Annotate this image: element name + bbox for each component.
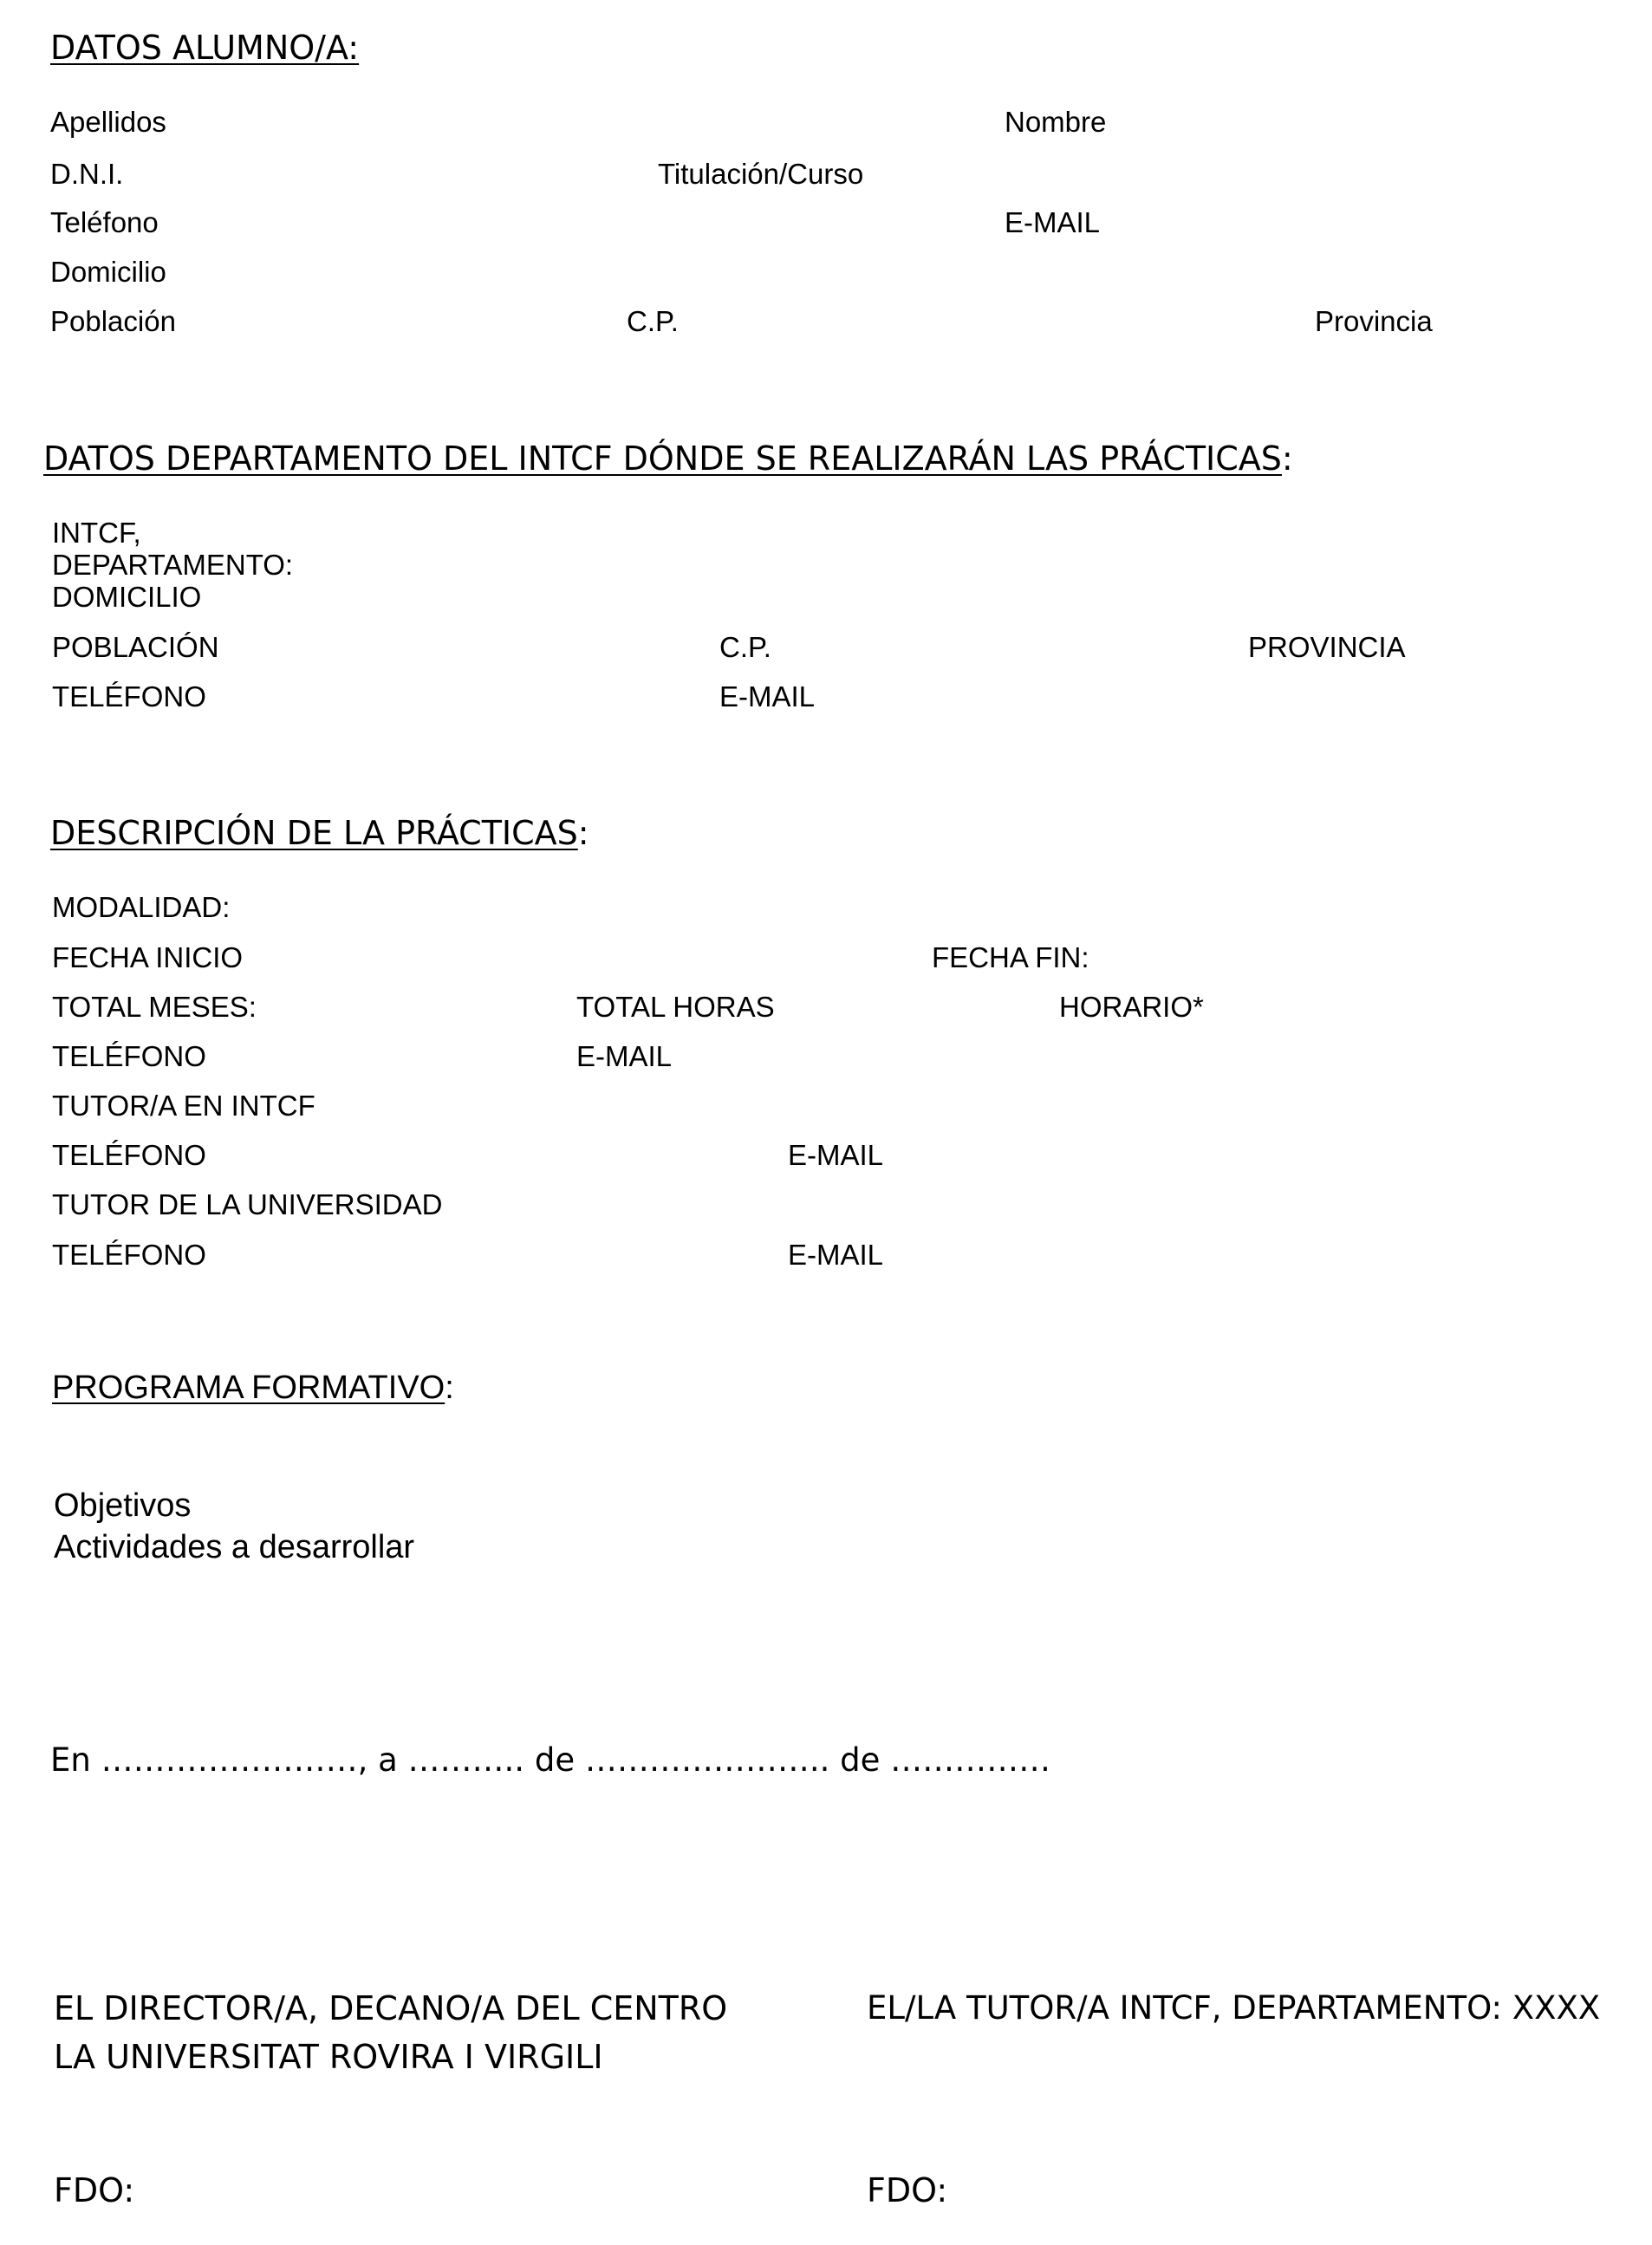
- label-dept-domicilio: DOMICILIO: [52, 581, 202, 613]
- label-dept-poblacion: POBLACIÓN: [52, 631, 219, 663]
- label-total-meses: TOTAL MESES:: [52, 991, 257, 1023]
- student-section-heading: DATOS ALUMNO/A:: [50, 29, 360, 67]
- program-heading-colon: :: [445, 1370, 454, 1406]
- signature-right-title: EL/LA TUTOR/A INTCF, DEPARTAMENTO: XXXX: [867, 1989, 1601, 2027]
- description-heading-text: DESCRIPCIÓN DE LA PRÁCTICAS: [50, 814, 578, 852]
- label-fecha-fin: FECHA FIN:: [932, 941, 1089, 973]
- label-desc-telefono-3: TELÉFONO: [52, 1239, 206, 1271]
- label-desc-email-2: E-MAIL: [788, 1139, 884, 1171]
- label-intcf: INTCF,: [52, 517, 141, 549]
- label-fecha-inicio: FECHA INICIO: [52, 941, 244, 973]
- label-domicilio: Domicilio: [50, 256, 166, 288]
- signature-left-fdo: FDO:: [54, 2171, 135, 2209]
- label-titulacion: Titulación/Curso: [658, 158, 864, 190]
- label-desc-email-1: E-MAIL: [576, 1040, 673, 1072]
- department-heading-colon: :: [1281, 439, 1293, 478]
- label-dni: D.N.I.: [50, 158, 124, 190]
- label-tutor-universidad: TUTOR DE LA UNIVERSIDAD: [52, 1188, 443, 1220]
- program-section-heading: [52, 1371, 454, 1404]
- place-date-line: En ……………………, a ……….. de ………………….. de ……………: [50, 1741, 1051, 1779]
- label-dept-provincia: PROVINCIA: [1248, 631, 1406, 663]
- label-nombre: Nombre: [1005, 106, 1107, 138]
- label-apellidos: Apellidos: [50, 106, 166, 138]
- label-email: E-MAIL: [1005, 206, 1101, 238]
- label-dept-telefono: TELÉFONO: [52, 680, 206, 713]
- label-cp: C.P.: [627, 305, 679, 337]
- label-poblacion: Población: [50, 305, 176, 337]
- signature-right-fdo: FDO:: [867, 2171, 948, 2209]
- label-telefono: Teléfono: [50, 206, 159, 238]
- label-desc-email-3: E-MAIL: [788, 1239, 884, 1271]
- label-total-horas: TOTAL HORAS: [576, 991, 775, 1023]
- label-provincia: Provincia: [1315, 305, 1433, 337]
- label-horario: HORARIO*: [1059, 991, 1204, 1023]
- department-section-heading: [43, 439, 1293, 478]
- label-departamento: DEPARTAMENTO:: [52, 549, 294, 581]
- label-desc-telefono-2: TELÉFONO: [52, 1139, 206, 1171]
- program-heading-text: PROGRAMA FORMATIVO: [52, 1370, 446, 1406]
- label-objetivos: Objetivos: [54, 1487, 192, 1524]
- department-heading-text: DATOS DEPARTAMENTO DEL INTCF DÓNDE SE REALIZARÁN LAS PRÁCTICAS: [43, 439, 1282, 478]
- label-tutor-intcf: TUTOR/A EN INTCF: [52, 1090, 315, 1122]
- description-heading-colon: :: [577, 814, 589, 852]
- label-modalidad: MODALIDAD:: [52, 891, 231, 923]
- label-desc-telefono-1: TELÉFONO: [52, 1040, 206, 1072]
- label-dept-email: E-MAIL: [719, 680, 816, 713]
- signature-left-title-line1: EL DIRECTOR/A, DECANO/A DEL CENTRO: [54, 1989, 728, 2027]
- description-section-heading: [50, 814, 589, 852]
- label-actividades: Actividades a desarrollar: [54, 1529, 415, 1565]
- label-dept-cp: C.P.: [719, 631, 771, 663]
- signature-left-title-line2: LA UNIVERSITAT ROVIRA I VIRGILI: [54, 2038, 603, 2076]
